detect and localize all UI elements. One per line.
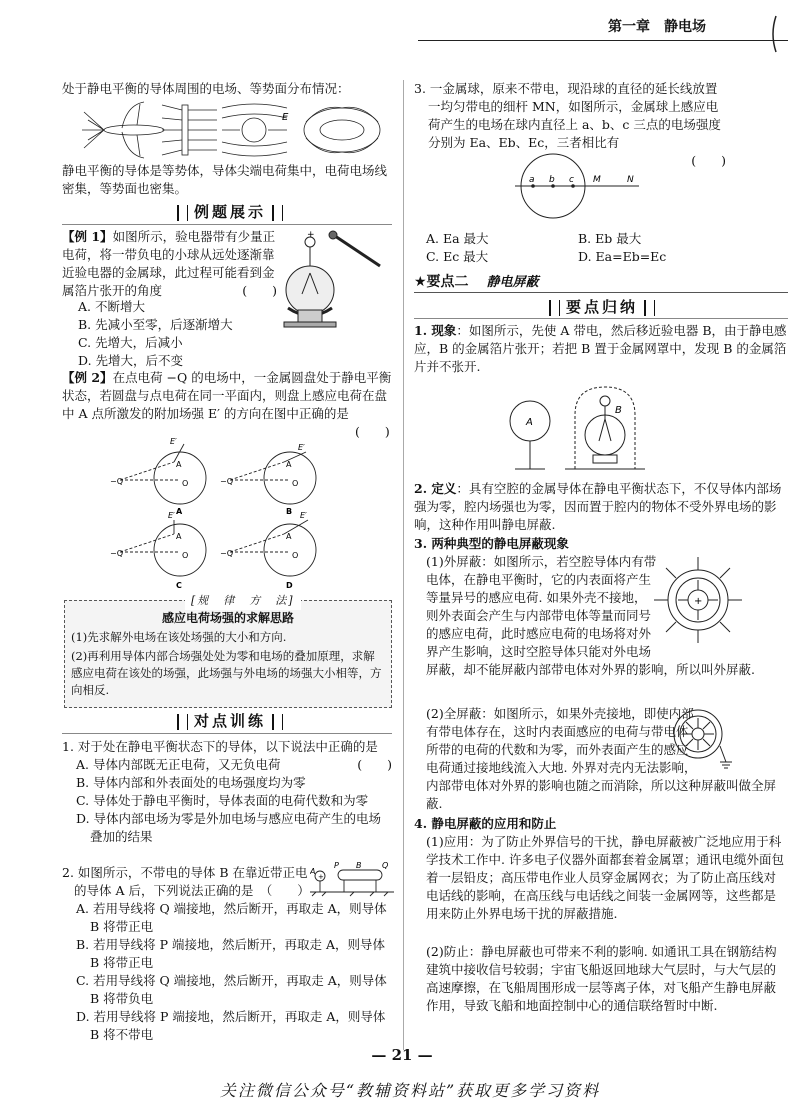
svg-text:O: O <box>182 551 189 560</box>
heading-rule <box>62 224 392 225</box>
practice-heading: 对点训练 <box>150 712 310 730</box>
q2-stem-line2: 的导体 A 后，下列说法正确的是 （ ） <box>74 883 310 898</box>
svg-text:A: A <box>176 532 182 541</box>
method-title: 感应电荷场强的求解思路 <box>161 611 294 625</box>
question-1: 1. 对于处在静电平衡状态下的导体，以下说法中正确的是 ( ) A. 导体内部既无正电荷，又无负电荷 B. 导体内部和外表面处的电场强度均为零 C. 导体处于静电平衡时，导体表面的电荷代数和为零 D. 导体内部电场为零是外加电场与感应电荷产生的电场叠加的结果 <box>62 739 392 844</box>
q1-option-d: D. 导体内部电场为零是外加电场与感应电荷产生的电场叠加的结果 <box>76 811 382 844</box>
example-2-options-figure <box>110 438 350 598</box>
svg-text:B: B <box>356 861 362 870</box>
shield-demo-figure <box>505 385 655 473</box>
example-1-text: 如图所示，验电器带有少量正电荷，将一带负电的小球从远处逐渐靠近验电器的金属球，此过程可能看到金属箔片张开的角度 <box>62 229 276 298</box>
svg-text:O: O <box>292 551 299 560</box>
q3-options <box>426 230 726 266</box>
field-label-E: E <box>282 112 289 123</box>
point-2: 2. 定义：具有空腔的金属导体在静电平衡状态下，不仅导体内部场强为零，腔内场强也为零，因而置于腔内的物体不受外界电场的影响，这种作用叫静电屏蔽. <box>414 481 782 532</box>
full-shield-figure <box>668 706 732 770</box>
svg-text:Q: Q <box>382 861 389 870</box>
svg-text:A: A <box>526 417 533 428</box>
svg-text:O: O <box>182 479 189 488</box>
q3-option-d: D. Ea=Eb=Ec <box>578 249 667 264</box>
svg-text:−Q: −Q <box>110 477 123 486</box>
outer-shield-figure <box>652 555 744 645</box>
example-1-paren: ( ) <box>242 283 277 298</box>
svg-text:b: b <box>549 175 555 185</box>
svg-text:P: P <box>334 861 339 870</box>
svg-text:c: c <box>569 175 574 185</box>
point-3-1: (1)外屏蔽：如图所示，若空腔导体内有带电体，在静电平衡时，它的内表面将产生等量异号的感应电荷. 如果外壳不接地，则外表面会产生与内部带电体等量而同号的感应电荷，此时感应电荷的电场将对外界产生影响，这时空腔导体只能对外电场屏蔽，却不能屏蔽内部带电体对外界的影响，所以叫外屏蔽. <box>426 554 755 677</box>
example-2 <box>62 369 392 423</box>
svg-text:B: B <box>286 507 293 516</box>
point-3-2: (2)全屏蔽：如图所示，如果外壳接地，即使内部有带电体存在，这时内表面感应的电荷与带电体所带的电荷的代数和为零，而外表面产生的感应电荷通过接地线流入大地. 外界对壳内无法影响，内部带电体对外界的影响也随之而消除，所以这种屏蔽叫做全屏蔽. <box>426 706 777 811</box>
method-p1: (1)先求解外电场在该处场强的大小和方向. <box>71 630 287 644</box>
method-tag: [规 律 方 法] <box>185 592 301 610</box>
svg-text:+: + <box>694 596 703 607</box>
question-3: 3. 一金属球，原来不带电，现沿球的直径的延长线放置一均匀带电的细杆 MN，如图所示，金属球上感应电荷产生的电场在球内直径上 a、b、c 三点的电场强度分别为 Ea、Eb、Ec，三者相比有 ( ) <box>414 81 726 168</box>
field-lines-figure <box>82 100 387 160</box>
q1-option-a: A. 导体内部既无正电荷，又无负电荷 <box>76 757 281 772</box>
svg-text:E′: E′ <box>300 511 307 520</box>
header-bracket <box>766 14 786 54</box>
svg-text:−Q: −Q <box>110 549 123 558</box>
svg-text:a: a <box>529 175 535 185</box>
point-3-label: 3. 两种典型的静电屏蔽现象 <box>414 536 569 551</box>
example-2-tag: 【例 2】 <box>62 370 113 385</box>
section-2-rule <box>414 292 788 293</box>
example-2-paren: ( ) <box>355 424 390 439</box>
ex1-option-d: D. 先增大，后不变 <box>78 353 184 368</box>
example-1 <box>62 228 277 300</box>
q2-option-d: D. 若用导线将 P 端接地，然后断开，再取走 A，则导体 B 将不带电 <box>76 1009 386 1042</box>
svg-text:A: A <box>176 507 183 516</box>
svg-text:A: A <box>176 460 182 469</box>
point-4-1: (1)应用：为了防止外界信号的干扰，静电屏蔽被广泛地应用于科学技术工作中. 许多电子仪器外面都套着金属罩；通讯电缆外面包着一层铅皮；高压带电作业人员穿金属网衣；为了防止高压线对电话线的影响，在高压线与电话线之间装一金属网等，这些都是用来防止外界电场干扰的屏蔽措施. <box>426 834 784 921</box>
q2-stem-line1: 2. 如图所示，不带电的导体 B 在靠近带正电 <box>62 865 308 880</box>
example-heading: 例题展示 <box>150 203 310 221</box>
ex1-option-a: A. 不断增大 <box>78 299 145 314</box>
q2-option-a: A. 若用导线将 Q 端接地，然后断开，再取走 A，则导体 B 将带正电 <box>76 901 387 934</box>
svg-text:N: N <box>627 175 634 185</box>
example-1-options <box>78 298 278 370</box>
svg-text:C: C <box>176 581 182 590</box>
question-2 <box>62 864 322 900</box>
q1-option-c: C. 导体处于静电平衡时，导体表面的电荷代数和为零 <box>76 793 369 808</box>
q2-options <box>76 900 392 1044</box>
q2-figure <box>310 858 395 898</box>
method-p2: (2)再利用导体内部合场强处处为零和电场的叠加原理，求解感应电荷在该处的场强，此场强与外电场的场强大小相等，方向相反. <box>71 649 382 697</box>
svg-text:D: D <box>286 581 293 590</box>
ex1-option-b: B. 先减小至零，后逐渐增大 <box>78 317 233 332</box>
svg-text:+: + <box>318 873 324 881</box>
electroscope-figure <box>280 228 390 338</box>
q3-option-c: C. Ec 最大 <box>426 249 489 264</box>
q3-paren: ( ) <box>691 153 726 168</box>
method-box <box>64 594 392 708</box>
svg-text:M: M <box>593 175 601 185</box>
promo-text: 关注微信公众号“教辅资料站”获取更多学习资料 <box>219 1081 601 1100</box>
svg-text:O: O <box>292 479 299 488</box>
q3-option-a: A. Ea 最大 <box>426 231 489 246</box>
svg-text:−Q: −Q <box>220 477 233 486</box>
section-2-header: ★要点二 静电屏蔽 <box>414 274 539 290</box>
svg-text:B: B <box>615 405 622 416</box>
svg-text:A: A <box>286 532 292 541</box>
svg-text:A: A <box>286 460 292 469</box>
summary-heading: 要点归纳 <box>522 298 682 316</box>
q3-figure <box>515 152 715 222</box>
page-number: — 21 — <box>371 1046 433 1064</box>
intro-text: 处于静电平衡的导体周围的电场、等势面分布情况： <box>62 81 350 96</box>
svg-text:E′: E′ <box>298 443 305 452</box>
svg-text:E′: E′ <box>168 511 175 520</box>
svg-text:A: A <box>310 867 316 876</box>
point-1: 1. 现象：如图所示，先使 A 带电，然后移近验电器 B，由于静电感应，B 的金属箔片张开；若把 B 置于金属网罩中，发现 B 的金属箔片并不张开. <box>414 323 787 374</box>
svg-text:−Q: −Q <box>220 549 233 558</box>
example-1-tag: 【例 1】 <box>62 229 113 244</box>
ex1-option-c: C. 先增大，后减小 <box>78 335 183 350</box>
point-4-label: 4. 静电屏蔽的应用和防止 <box>414 816 557 831</box>
q2-option-c: C. 若用导线将 Q 端接地，然后断开，再取走 A，则导体 B 将带负电 <box>76 973 387 1006</box>
q1-option-b: B. 导体内部和外表面处的电场强度均为零 <box>76 775 306 790</box>
header-rule <box>418 40 788 41</box>
column-divider <box>403 80 404 1050</box>
summary-text: 静电平衡的导体是等势体，导体尖端电荷集中，电荷电场线密集，等势面也密集。 <box>62 163 388 196</box>
point-4-2: (2)防止：静电屏蔽也可带来不利的影响. 如通讯工具在钢筋结构建筑中接收信号较弱；宇宙飞船返回地球大气层时，与大气层的高速摩擦，在飞船周围形成一层等离子体，对飞船产生静电屏蔽作用，导致飞船和地面控制中心的通信联络暂时中断. <box>426 944 777 1013</box>
example-2-text: 在点电荷 −Q 的电场中，一金属圆盘处于静电平衡状态，若圆盘与点电荷在同一平面内，则盘上感应电荷在盘中 A 点所激发的附加场强 E′ 的方向在图中正确的是 <box>62 370 392 421</box>
electroscope-plus: + <box>307 230 315 240</box>
chapter-header: 第一章 静电场 <box>608 19 706 35</box>
heading-rule-2 <box>62 733 392 734</box>
q2-option-b: B. 若用导线将 P 端接地，然后断开，再取走 A，则导体 B 将带正电 <box>76 937 385 970</box>
svg-text:E′: E′ <box>170 438 177 446</box>
heading-rule-3 <box>414 318 788 319</box>
q3-option-b: B. Eb 最大 <box>578 231 642 246</box>
